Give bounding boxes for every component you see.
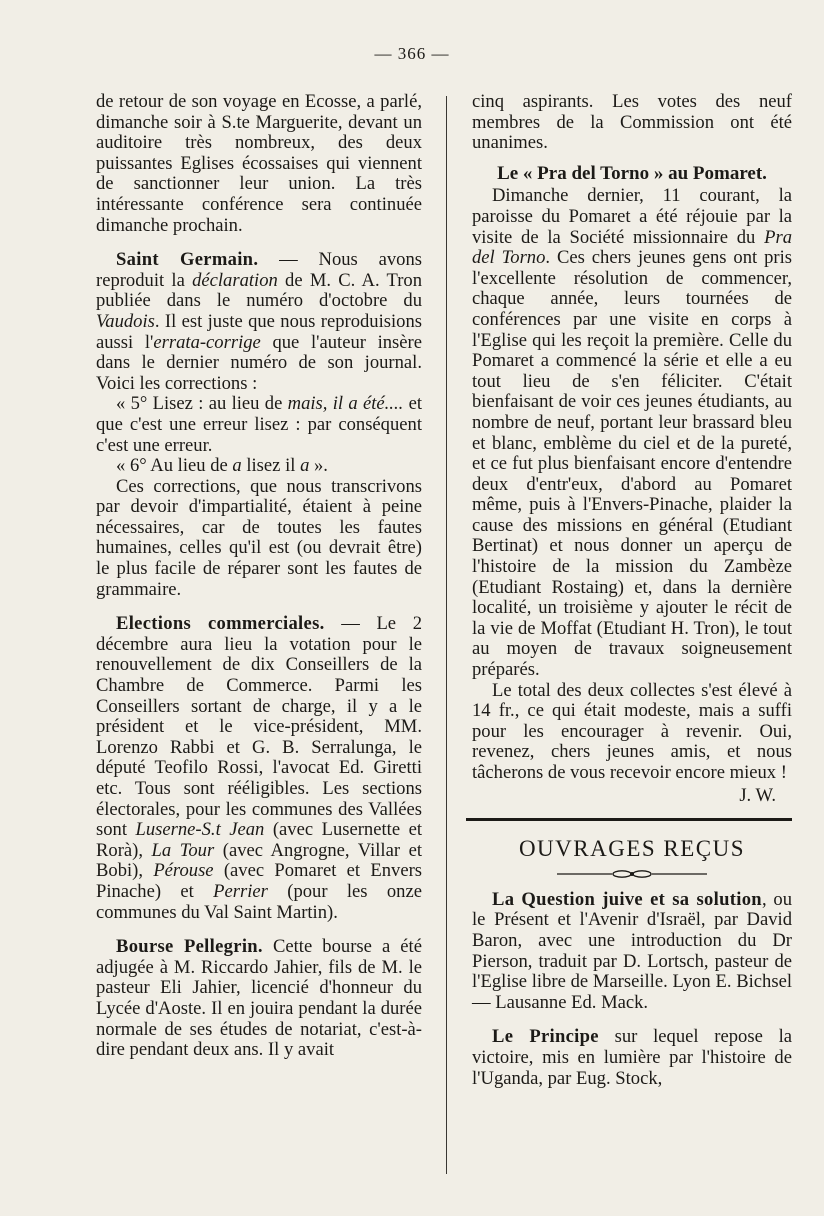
- article-emphasis: mais, il a été....: [287, 393, 404, 415]
- article-emphasis: La Tour: [151, 839, 215, 861]
- article-text: « 6° Au lieu de: [116, 455, 233, 477]
- column-divider: [446, 96, 447, 1174]
- ouvrages-recus-title: OUVRAGES REÇUS: [518, 836, 746, 862]
- signature: J. W.: [739, 784, 776, 806]
- left-column: [96, 92, 422, 1061]
- article-text: ».: [309, 455, 328, 477]
- bourse-article: [96, 937, 422, 1061]
- intro-paragraph: de retour de son voyage en Ecosse, a parlé, dimanche soir à S.te Marguerite, devant un auditoire très nombreux, des deux puissantes Eglises écossaises qui viennent de sanctionner leur union. La très intéressante conférence sera continuée dimanche prochain.: [96, 91, 422, 236]
- article-text: lisez il: [241, 455, 301, 477]
- pra-del-torno-paragraph-2: Le total des deux collectes s'est élevé à 14 fr., ce qui était modeste, mais a suffi pour les encourager à revenir. Oui, revenez, chers jeunes amis, et nous tâcherons de vous recevoir encore mieux !: [472, 679, 792, 783]
- bourse-heading: Bourse Pellegrin.: [116, 936, 263, 958]
- article-text: (pour les onze communes du Val Saint Martin).: [96, 880, 422, 923]
- article-text: « 5° Lisez : au lieu de: [116, 393, 288, 415]
- article-emphasis: déclaration: [192, 269, 278, 291]
- article-text: Cette bourse a été adjugée à M. Riccardo Jahier, fils de M. le pasteur Eli Jahier, licencié d'honneur du Lycée d'Aoste. Il en jouira pendant la durée normale de ses études de notariat, c'est-à-dire pendant deux ans. Il y avait: [96, 936, 422, 1061]
- article-text: — Le 2 décembre aura lieu la votation pour le renouvellement de dix Conseillers de la Chambre de Commerce. Parmi les Conseillers sortant de charge, il y a le président et le vice-président, MM. Lorenzo Rabbi et G. B. Serralunga, le député Teofilo Rossi, l'avocat Ed. Giretti etc. Tous sont rééligibles. Les sections électorales, pour les communes des Vallées sont: [96, 613, 422, 841]
- bibliography-entry-title: La Question juive et sa solution: [492, 888, 762, 910]
- elections-article: [96, 614, 422, 923]
- article-text: (avec Pomaret et Envers Pinache) et: [96, 860, 423, 902]
- article-emphasis: a: [300, 455, 310, 477]
- pra-del-torno-paragraph-1: [472, 186, 792, 680]
- continuation-paragraph: cinq aspirants. Les votes des neuf membres de la Commission ont été unanimes.: [472, 91, 792, 154]
- saint-germain-heading: Saint Germain.: [116, 249, 259, 271]
- article-text: — Nous avons reproduit la: [96, 249, 422, 291]
- bibliography-entry-title: Le Principe: [492, 1026, 599, 1048]
- elections-heading: Elections commerciales.: [116, 613, 325, 635]
- article-text: (avec Angrogne, Villar et Bobi),: [96, 839, 423, 882]
- saint-germain-article: [96, 250, 422, 394]
- article-text: (avec Lusernette et Rorà),: [96, 819, 422, 861]
- article-text: sur lequel repose la victoire, mis en lumière par l'histoire de l'Uganda, par Eug. Stock,: [472, 1026, 793, 1089]
- correction-6: [96, 456, 422, 477]
- article-emphasis: Perrier: [213, 880, 268, 902]
- page-number: — 366 —: [374, 44, 450, 63]
- pra-del-torno-heading: Le « Pra del Torno » au Pomaret.: [497, 162, 767, 184]
- section-rule: [466, 818, 792, 821]
- article-text: . Il est juste que nous reproduisions aussi l': [96, 310, 422, 353]
- bibliography-entry: [472, 890, 792, 1014]
- correction-5: [96, 394, 422, 456]
- right-column: [472, 92, 792, 1089]
- article-emphasis: Pérouse: [153, 860, 214, 882]
- ornament-divider-icon: [557, 868, 707, 880]
- article-emphasis: a: [232, 455, 242, 477]
- article-text: , ou le Présent et l'Avenir d'Israël, par David Baron, avec une introduction du Dr Pierson, traduit par D. Lortsch, pasteur de l'Eglise libre de Marseille. Lyon E. Bichsel — Lausanne Ed. Mack.: [472, 888, 792, 1013]
- article-emphasis: Pra del Torno: [472, 226, 792, 269]
- saint-germain-closing: Ces corrections, que nous transcrivons par devoir d'impartialité, étaient à peine nécessaires, car de toutes les fautes humaines, celles qu'il est (ou devrait être) le plus facile de réparer sont les fautes de grammaire.: [96, 475, 422, 600]
- article-text: et que c'est une erreur lisez : par conséquent c'est une erreur.: [96, 393, 422, 456]
- article-text: de M. C. A. Tron publiée dans le numéro d'octobre du: [96, 269, 422, 312]
- article-text: . Ces chers jeunes gens ont pris l'excellente résolution de commencer, chaque année, leurs tournées de conférences par une visite en corps à l'Eglise qui les reçoit la première. Celle du Pomaret a commencé la série et elle a eu tout lieu de s'en féliciter. C'était bienfaisant de voir ces jeunes étudiants, au nombre de neuf, portant leur brassard bleu et blanc, emblème du ciel et de la pureté, et ce fut plus bienfaisant encore d'entendre deux d'entr'eux, d'abord au Pomaret même, puis à l'Envers-Pinache, plaider la cause des missions en général (Etudiant Bertinat) et nous donner un aperçu de l'histoire de la mission du Zambèze (Etudiant Rostaing) et, dans la dernière localité, un troisième y ajouter le récit de la vie de Moffat (Etudiant H. Tron), le tout au moyen de travaux soigneusement préparés.: [472, 247, 792, 681]
- bibliography-entry: [472, 1027, 792, 1089]
- article-emphasis: Vaudois: [96, 310, 155, 332]
- article-emphasis: Luserne-S.t Jean: [135, 819, 265, 841]
- article-emphasis: errata-corrige: [153, 331, 261, 353]
- article-text: que l'auteur insère dans le dernier numéro de son journal. Voici les corrections :: [96, 331, 422, 394]
- article-text: Dimanche dernier, 11 courant, la paroisse du Pomaret a été réjouie par la visite de la Société missionnaire du: [472, 185, 792, 248]
